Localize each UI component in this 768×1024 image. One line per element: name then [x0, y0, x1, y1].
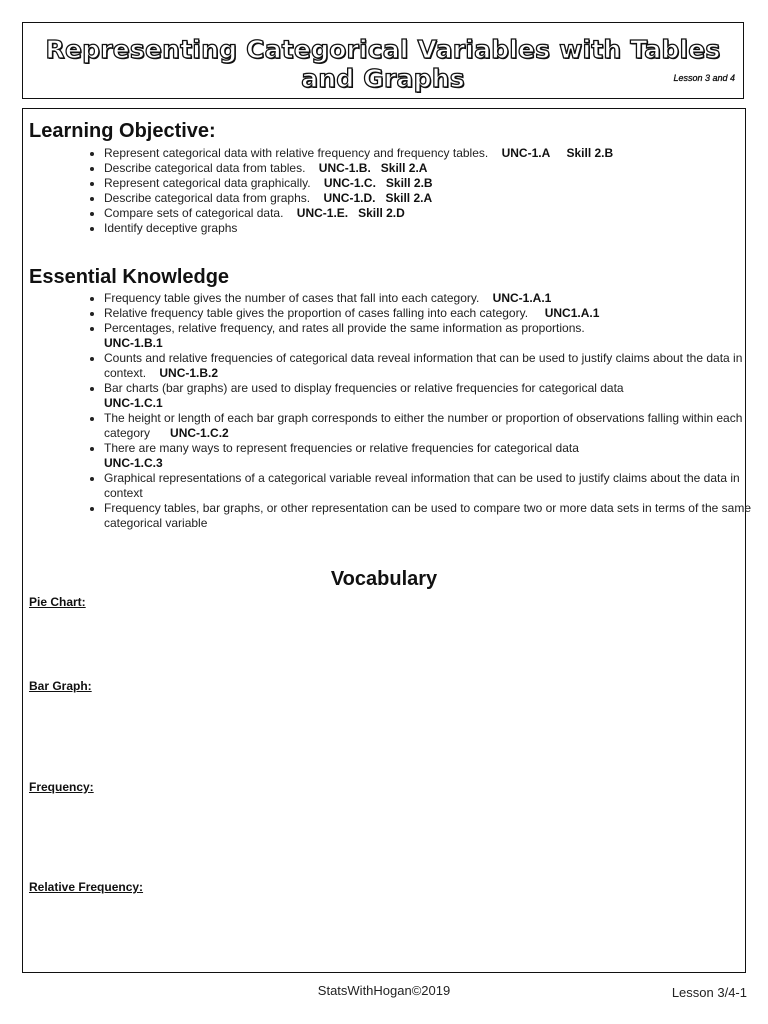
- list-item: • Graphical representations of a categorical variable reveal information that can be used to justify claims about the data in context: [104, 471, 764, 501]
- list-item: • Describe categorical data from graphs. UNC-1.D. Skill 2.A: [104, 191, 764, 206]
- vocab-term-pie-chart: Pie Chart:: [29, 595, 86, 609]
- list-item: • Bar charts (bar graphs) are used to display frequencies or relative frequencies for categorical data UNC-1.C.1: [104, 381, 764, 411]
- essential-knowledge-list: [85, 291, 764, 531]
- list-item: • Frequency table gives the number of cases that fall into each category. UNC-1.A.1: [104, 291, 764, 306]
- list-item: • Relative frequency table gives the proportion of cases falling into each category. UNC1.A.1: [104, 306, 764, 321]
- footer-page-number: Lesson 3/4-1: [671, 985, 747, 1000]
- vocab-term-bar-graph: Bar Graph:: [29, 679, 92, 693]
- list-item: • Counts and relative frequencies of categorical data reveal information that can be used to justify claims about the data in context. UNC-1.B.2: [104, 351, 764, 381]
- vocab-term-frequency: Frequency:: [29, 780, 94, 794]
- lesson-subtitle: Lesson 3 and 4: [673, 73, 735, 83]
- vocab-term-relative-frequency: Relative Frequency:: [29, 880, 144, 894]
- list-item: • Percentages, relative frequency, and rates all provide the same information as proportions. UNC-1.B.1: [104, 321, 764, 351]
- list-item: • Compare sets of categorical data. UNC-1.E. Skill 2.D: [104, 206, 764, 221]
- footer-copyright: StatsWithHogan©2019: [317, 983, 451, 998]
- header-box: [22, 22, 744, 99]
- list-item: • Represent categorical data with relative frequency and frequency tables. UNC-1.A Skill 2.B: [104, 146, 764, 161]
- page-title: Representing Categorical Variables with Tables and Graphs: [45, 35, 721, 93]
- vocabulary-heading: Vocabulary: [330, 568, 438, 590]
- list-item: • The height or length of each bar graph corresponds to either the number or proportion of observations falling within each category UNC-1.C.2: [104, 411, 764, 441]
- list-item: • There are many ways to represent frequencies or relative frequencies for categorical data UNC-1.C.3: [104, 441, 764, 471]
- learning-objective-list: [85, 146, 764, 236]
- list-item: • Identify deceptive graphs: [104, 221, 764, 236]
- list-item: • Describe categorical data from tables. UNC-1.B. Skill 2.A: [104, 161, 764, 176]
- list-item: • Frequency tables, bar graphs, or other representation can be used to compare two or more data sets in terms of the same categorical variable: [104, 501, 764, 531]
- list-item: • Represent categorical data graphically. UNC-1.C. Skill 2.B: [104, 176, 764, 191]
- essential-knowledge-heading: Essential Knowledge: [29, 266, 230, 288]
- learning-objective-heading: Learning Objective:: [29, 120, 216, 142]
- main-content-box: [22, 108, 752, 973]
